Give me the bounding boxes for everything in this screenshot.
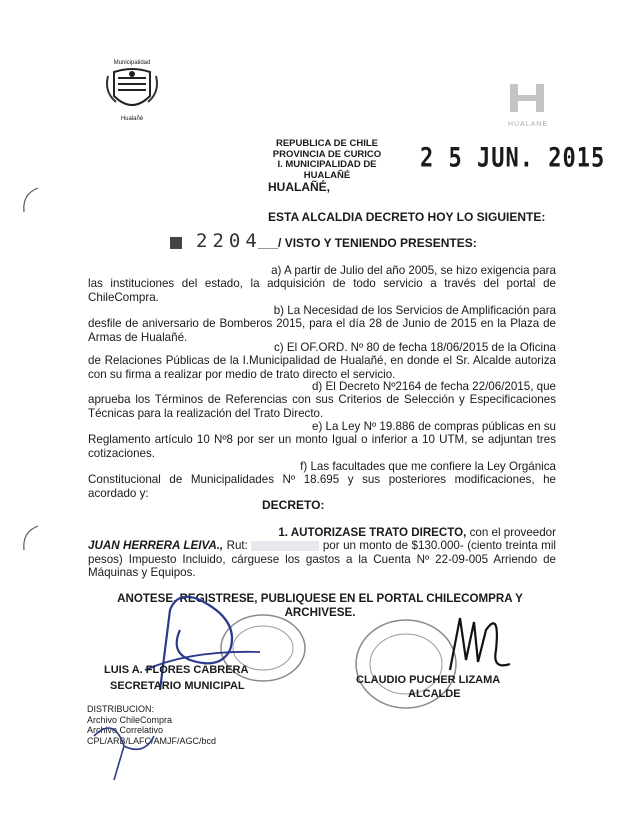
binder-hole-bottom-icon (20, 524, 40, 554)
article-1-first-line (88, 526, 556, 539)
anotese-line-1: ANOTESE, REGISTRESE, PUBLIQUESE EN EL PORTAL CHILECOMPRA Y (117, 592, 523, 605)
header-line-2: PROVINCIA DE CURICO (272, 148, 382, 160)
signature-left-title: SECRETARIO MUNICIPAL (110, 680, 245, 692)
intro-line: ESTA ALCALDIA DECRETO HOY LO SIGUIENTE: (268, 210, 546, 224)
distribution-line-2: Archivo Correlativo (87, 725, 164, 735)
paragraph-b (88, 304, 556, 344)
signature-right-title: ALCALDE (408, 688, 461, 700)
article-1-provider: con el proveedor (466, 526, 556, 539)
crest-top-text: Municipalidad (113, 60, 151, 66)
hualane-logo-text: HUALANE (507, 121, 549, 128)
decreto-heading: DECRETO: (262, 498, 325, 512)
hualane-logo (500, 82, 556, 126)
city-line: HUALAÑÉ, (268, 180, 330, 194)
paragraph-c-rest: de Relaciones Públicas de la I.Municipalidad de Hualañé, en donde el Sr. Alcalde autoriza con su firma a realizar por medio de trato directo el servicio. (88, 354, 556, 381)
distribution-line-1: Archivo ChileCompra (87, 714, 173, 725)
header-line-3: I. MUNICIPALIDAD DE HUALAÑÉ (277, 159, 377, 181)
signature-left-name: LUIS A. FLORES CABRERA (104, 664, 249, 676)
hualane-h-icon (500, 82, 556, 116)
paragraph-d-first: d) El Decreto Nº2164 de fecha 22/06/2015, que (311, 380, 556, 393)
visto-line: ___/ VISTO Y TENIENDO PRESENTES: (258, 236, 477, 250)
municipality-crest-logo (104, 60, 160, 126)
paragraph-d-rest: aprueba los Términos de Referencias con sus Criterios de Selección y Especificaciones Técnicas para la realización del Trato Directo. (88, 393, 556, 420)
rut-value (251, 541, 319, 551)
decree-number: 2204 (196, 230, 262, 252)
distribution-handwriting-icon (84, 716, 164, 786)
paragraph-d (88, 380, 556, 420)
crest-bottom-text: Hualañé (120, 116, 144, 122)
signature-right-name: CLAUDIO PUCHER LIZAMA (356, 674, 501, 686)
paragraph-e-rest: Reglamento artículo 10 Nº8 por ser un monto Igual o inferior a 10 UTM, se adjuntan tres cotizaciones. (88, 433, 556, 460)
distribution-heading: DISTRIBUCION: (87, 704, 155, 714)
paragraph-c-first: c) El OF.ORD. Nº 80 de fecha 18/06/2015 de la Oficina (274, 341, 556, 354)
anotese-line-2: ARCHIVESE. (284, 606, 356, 619)
header-line-1: REPUBLICA DE CHILE (275, 138, 379, 149)
distribution-line-3: CPL/ARB/LAFC/AMJF/AGC/bcd (87, 735, 217, 746)
paragraph-b-rest: desfile de aniversario de Bomberos 2015, para el día 28 de Junio de 2015 en la Plaza de Armas de Hualañé. (88, 317, 556, 344)
document-header (262, 139, 392, 181)
paragraph-a (88, 264, 556, 304)
paragraph-f-first: f) Las facultades que me confiere la Ley Orgánica (300, 460, 556, 473)
paragraph-e (88, 420, 556, 460)
paragraph-f (88, 460, 556, 500)
paragraph-a-rest: las instituciones del estado, la adquisición de todo servicio a través del portal de ChileCompra. (88, 277, 556, 304)
paragraph-c (88, 341, 556, 381)
article-1-rest: por un monto de $130.000- (ciento treinta mil pesos) Impuesto Incluido, cárguese los gastos a la Cuenta Nº 22-09-005 Arriendo de Máquinas y Equipos. (88, 539, 556, 580)
paragraph-a-first: a) A partir de Julio del año 2005, se hizo exigencia para (271, 264, 556, 277)
paragraph-f-rest: Constitucional de Municipalidades Nº 18.695 y sus posteriores modificaciones, he acordado y: (88, 473, 556, 500)
binder-hole-top-icon (20, 186, 40, 216)
paragraph-e-first: e) La Ley Nº 19.886 de compras públicas en su (312, 420, 556, 433)
article-1-heading: 1. AUTORIZASE TRATO DIRECTO, (278, 526, 467, 539)
rut-label: Rut: (223, 539, 252, 553)
date-stamp: 2 5 JUN. 2015 (420, 143, 606, 174)
provider-name: JUAN HERRERA LEIVA., (88, 539, 224, 553)
decree-number-mark-icon (170, 237, 182, 249)
crest-shield-icon (104, 66, 160, 116)
paragraph-b-first: b) La Necesidad de los Servicios de Amplificación para (273, 304, 556, 317)
article-1-body (88, 539, 556, 579)
article-1 (88, 526, 556, 580)
